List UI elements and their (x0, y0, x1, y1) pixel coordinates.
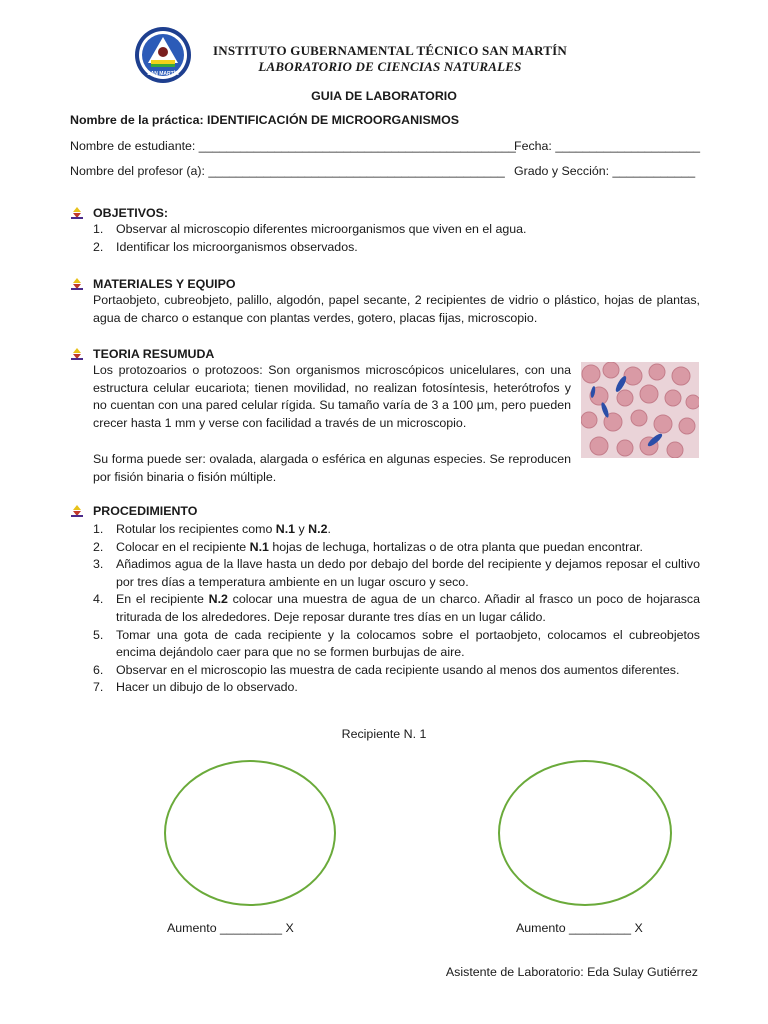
list-item (93, 679, 700, 697)
magnification-left[interactable]: Aumento _________ X (167, 921, 294, 935)
container-label: Recipiente N. 1 (341, 727, 427, 741)
theory-paragraph-1: Los protozoarios o protozoos: Son organismos microscópicos unicelulares, con una estructura celular eucariota; tienen movilidad, no realizan fotosíntesis, heterótrofos y no cuentan con una pared celular rígida. Su tamaño varía de 3 a 100 µm, pero pueden crecer hasta 1 mm y verse con facilidad a través de un microscopio. (93, 363, 571, 430)
list-item (93, 591, 700, 626)
list-text: Rotular los recipientes como (116, 522, 276, 536)
practice-name (70, 113, 700, 127)
teacher-field-row (70, 164, 700, 178)
logo-text: SAN MARTÍN (147, 71, 179, 77)
list-number: 2. (93, 239, 104, 254)
list-number: 1. (93, 222, 104, 236)
theory-heading (70, 347, 214, 361)
procedure-title: PROCEDIMIENTO (93, 504, 198, 518)
lab-name: LABORATORIO DE CIENCIAS NATURALES (258, 59, 522, 74)
list-item (93, 221, 700, 239)
procedure-list (93, 521, 700, 697)
theory-title: TEORIA RESUMUDA (93, 347, 215, 361)
list-text: Identificar los microorganismos observados. (116, 239, 358, 254)
list-item (93, 662, 700, 680)
list-text: colocar una muestra de agua de un charco. Añadir al frasco un poco de hojarasca triturada de los alrededores. Deje reposar durante tres días en un lugar cálido. (116, 592, 700, 624)
drawing-circle-left[interactable] (164, 760, 336, 906)
assistant-signature: Asistente de Laboratorio: Eda Sulay Gutiérrez (445, 965, 698, 979)
list-number: 3. (93, 557, 104, 572)
arrow-bullet-icon (70, 278, 84, 290)
microscope-image (581, 362, 699, 458)
list-number: 5. (93, 627, 104, 642)
arrow-bullet-icon (70, 207, 84, 219)
list-item (93, 539, 700, 557)
magnification-right[interactable]: Aumento _________ X (516, 921, 643, 935)
materials-text: Portaobjeto, cubreobjeto, palillo, algodón, papel secante, 2 recipientes de vidrio o plástico, hojas de plantas, agua de charco o estanque con plantas verdes, gotero, placas fijas, microscopio. (93, 293, 700, 325)
list-number: 2. (93, 539, 104, 554)
student-name-field[interactable]: Nombre de estudiante: ______________________________________________ (70, 139, 516, 153)
objectives-title: OBJETIVOS: (93, 206, 169, 220)
institution-header (200, 43, 580, 75)
list-text: Añadimos agua de la llave hasta un dedo por debajo del borde del recipiente y dejamos reposar el cultivo por tres días a temperatura ambiente en un lugar oscuro y seco. (116, 557, 700, 589)
list-item (93, 556, 700, 591)
practice-title: IDENTIFICACIÓN DE MICROORGANISMOS (207, 113, 459, 127)
list-text: En el recipiente (116, 592, 209, 607)
guide-title: GUIA DE LABORATORIO (311, 89, 457, 103)
teacher-name-field[interactable]: Nombre del profesor (a): ___________________________________________ (70, 164, 505, 178)
objectives-heading (70, 206, 168, 220)
arrow-bullet-icon (70, 505, 84, 517)
list-number: 4. (93, 592, 104, 607)
theory-paragraph-2: Su forma puede ser: ovalada, alargada o esférica en algunas especies. Se reproducen por fisión binaria o fisión múltiple. (93, 452, 571, 484)
arrow-bullet-icon (70, 348, 84, 360)
date-field[interactable]: Fecha: _____________________ (514, 139, 701, 153)
list-item (93, 521, 700, 539)
list-text-bold: N.2 (308, 522, 328, 536)
school-logo (134, 26, 192, 84)
list-text: Tomar una gota de cada recipiente y la colocamos sobre el portaobjeto, colocamos el cubreobjetos encima dejándolo caer para que no se formen burbujas de aire. (116, 627, 700, 660)
list-text: hojas de lechuga, hortalizas o de otra planta que puedan encontrar. (268, 539, 643, 554)
list-text: Observar al microscopio diferentes microorganismos que viven en el agua. (116, 222, 527, 236)
list-number: 1. (93, 522, 104, 536)
materials-heading (70, 277, 236, 291)
list-item (93, 239, 700, 257)
list-text: . (327, 522, 331, 536)
drawing-circle-right[interactable] (498, 760, 672, 906)
list-text-bold: N.2 (208, 592, 228, 607)
institution-name: INSTITUTO GUBERNAMENTAL TÉCNICO SAN MARTÍN (213, 43, 567, 58)
grade-section-field[interactable]: Grado y Sección: ____________ (514, 164, 696, 178)
objectives-list (93, 221, 700, 256)
list-text: Hacer un dibujo de lo observado. (116, 680, 298, 695)
list-text: Observar en el microscopio las muestra de cada recipiente usando al menos dos aumentos diferentes. (116, 662, 680, 677)
list-text-bold: N.1 (275, 522, 296, 536)
list-text-bold: N.1 (249, 539, 269, 554)
student-field-row (70, 139, 700, 153)
list-number: 6. (93, 662, 104, 677)
practice-label: Nombre de la práctica: (70, 113, 208, 127)
list-text: Colocar en el recipiente (116, 539, 250, 554)
procedure-heading (70, 504, 197, 518)
list-number: 7. (93, 680, 104, 695)
list-item (93, 627, 700, 662)
list-text: y (295, 522, 309, 536)
materials-title: MATERIALES Y EQUIPO (93, 277, 236, 291)
